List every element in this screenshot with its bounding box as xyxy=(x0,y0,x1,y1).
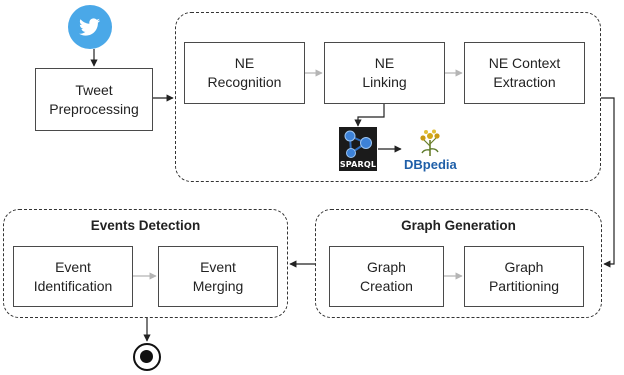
arrow-ne-group-to-graph-generation xyxy=(601,98,614,264)
tweet-preprocessing-box: Tweet Preprocessing xyxy=(35,68,153,131)
sparql-logo xyxy=(339,127,377,171)
event-identification-box: Event Identification xyxy=(13,246,133,307)
end-node-icon xyxy=(133,343,161,371)
twitter-icon xyxy=(68,5,112,49)
dbpedia-label: DBpedia xyxy=(404,157,457,172)
events-detection-title: Events Detection xyxy=(90,218,201,233)
ne-recognition-box: NE Recognition xyxy=(184,42,305,104)
dbpedia-plant-icon xyxy=(404,128,456,158)
graph-generation-title: Graph Generation xyxy=(401,218,516,233)
ne-linking-box: NE Linking xyxy=(324,42,445,104)
graph-creation-box: Graph Creation xyxy=(329,246,444,307)
sparql-label: SPARQL xyxy=(339,160,377,169)
sparql-graph-icon xyxy=(339,127,377,161)
dbpedia-logo xyxy=(404,128,456,172)
event-merging-box: Event Merging xyxy=(158,246,278,307)
graph-partitioning-box: Graph Partitioning xyxy=(464,246,584,307)
ne-context-extraction-box: NE Context Extraction xyxy=(464,42,585,104)
